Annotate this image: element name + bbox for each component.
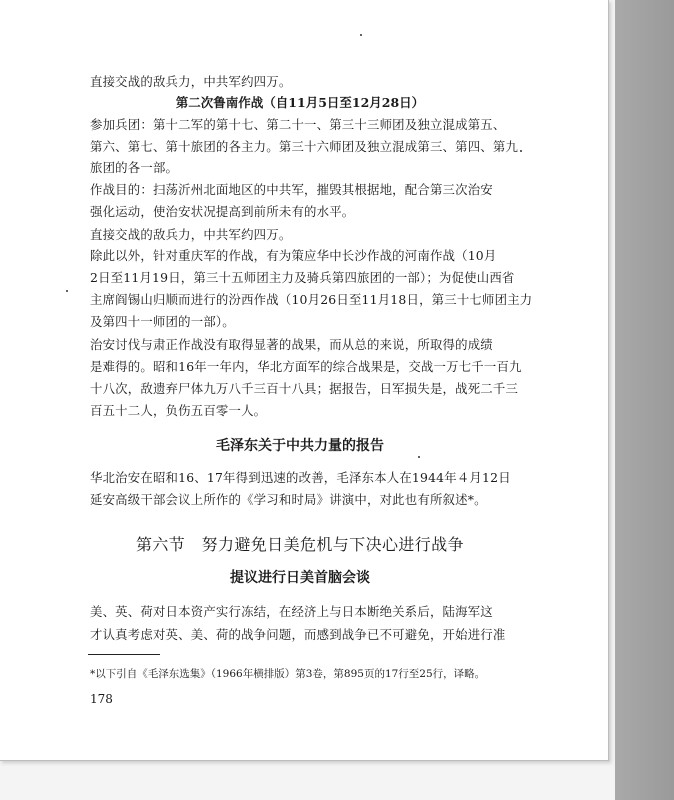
text-line: 美、英、荷对日本资产实行冻结，在经济上与日本断绝关系后，陆海军这 xyxy=(90,604,493,619)
section-title: 第六节 努力避免日美危机与下决心进行战争 xyxy=(135,535,464,554)
footnote: *以下引自《毛泽东选集》（1966年横排版）第3卷，第895页的17行至25行，译略。 xyxy=(90,668,486,680)
text-line: 及第四十一师团的一部）。 xyxy=(90,314,235,329)
text-line: 主席阎锡山归顺而进行的汾西作战（10月26日至11月18日，第三十七师团主力 xyxy=(90,292,533,307)
heading-second-lunan: 第二次鲁南作战（自11月5日至12月28日） xyxy=(175,95,425,110)
text-line: 强化运动，使治安状况提高到前所未有的水平。 xyxy=(90,204,355,219)
text-line: 第六、第七、第十旅团的各主力。第三十六师团及独立混成第三、第四、第九 xyxy=(90,139,519,154)
text-line: 是难得的。昭和16年一年内，华北方面军的综合战果是，交战一万七千一百九 xyxy=(90,359,522,374)
page-number: 178 xyxy=(90,692,113,706)
text-line: 旅团的各一部。 xyxy=(90,160,179,175)
text-line: 华北治安在昭和16、17年得到迅速的改善，毛泽东本人在1944年４月12日 xyxy=(90,470,511,485)
text-line: 作战目的：扫荡沂州北面地区的中共军，摧毁其根据地，配合第三次治安 xyxy=(90,182,493,197)
text-line: 2日至11月19日，第三十五师团主力及骑兵第四旅团的一部）；为促使山西省 xyxy=(90,270,515,285)
heading-mao-report: 毛泽东关于中共力量的报告 xyxy=(216,438,384,454)
text-line: 直接交战的敌兵力，中共军约四万。 xyxy=(90,227,292,242)
text-line: 治安讨伐与肃正作战没有取得显著的战果，而从总的来说，所取得的成绩 xyxy=(90,337,493,352)
scan-speck xyxy=(418,456,420,458)
heading-summit-proposal: 提议进行日美首脑会谈 xyxy=(230,570,370,586)
text-line: 参加兵团：第十二军的第十七、第二十一、第三十三师团及独立混成第五、 xyxy=(90,117,506,132)
scan-speck xyxy=(66,290,68,292)
scan-speck xyxy=(360,34,362,36)
text-line: 直接交战的敌兵力，中共军约四万。 xyxy=(90,74,292,89)
text-line: 才认真考虑对英、美、荷的战争问题，而感到战争已不可避免，开始进行准 xyxy=(90,627,506,642)
footnote-rule xyxy=(88,654,160,655)
text-line: 除此以外，针对重庆军的作战，有为策应华中长沙作战的河南作战（10月 xyxy=(90,248,497,263)
text-line: 延安高级干部会议上所作的《学习和时局》讲演中，对此也有所叙述*。 xyxy=(90,492,487,507)
text-line: 十八次，敌遗弃尸体九万八千三百十八具；据报告，日军损失是，战死二千三 xyxy=(90,381,519,396)
scrollbar[interactable] xyxy=(615,0,674,800)
text-line: 百五十二人，负伤五百零一人。 xyxy=(90,403,267,418)
scan-speck xyxy=(520,150,522,152)
viewer-bottom-area xyxy=(0,766,615,800)
